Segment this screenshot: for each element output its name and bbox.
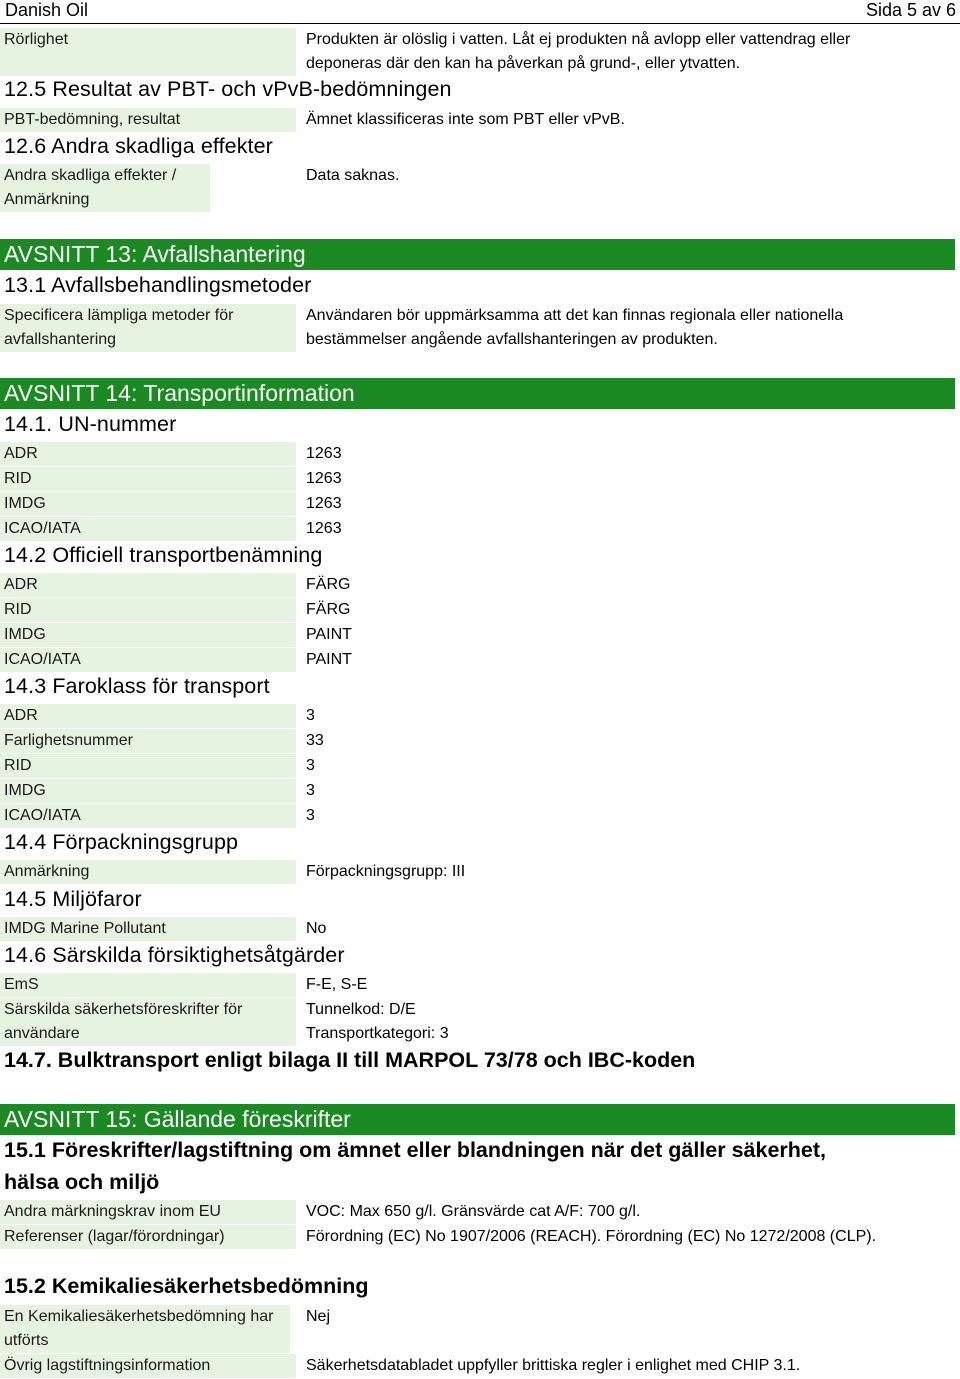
value: 1263	[306, 470, 342, 487]
value: 3	[306, 782, 315, 799]
heading-14-1: 14.1. UN-nummer	[4, 412, 177, 436]
page-header	[0, 0, 960, 24]
label: ADR	[0, 442, 296, 466]
label: ICAO/IATA	[0, 804, 296, 828]
label: RID	[0, 467, 296, 491]
heading-14-4: 14.4 Förpackningsgrupp	[4, 830, 239, 854]
value: FÄRG	[306, 576, 351, 593]
label: IMDG	[0, 623, 296, 647]
value: Förpackningsgrupp: III	[306, 863, 466, 880]
value: Förordning (EC) No 1907/2006 (REACH). Förordning (EC) No 1272/2008 (CLP).	[306, 1228, 877, 1245]
heading-12-6: 12.6 Andra skadliga effekter	[4, 134, 273, 158]
label: RID	[0, 598, 296, 622]
value: VOC: Max 650 g/l. Gränsvärde cat A/F: 700 g/l.	[306, 1203, 641, 1220]
label: Övrig lagstiftningsinformation	[0, 1354, 296, 1378]
product-name: Danish Oil	[5, 0, 89, 20]
value: Säkerhetsdatabladet uppfyller brittiska regler i enlighet med CHIP 3.1.	[306, 1357, 801, 1374]
heading-14-3: 14.3 Faroklass för transport	[4, 674, 270, 698]
label: ICAO/IATA	[0, 648, 296, 672]
label: IMDG	[0, 492, 296, 516]
heading-14-2: 14.2 Officiell transportbenämning	[4, 543, 323, 567]
label: Rörlighet	[0, 28, 296, 76]
label: ICAO/IATA	[0, 517, 296, 541]
value: F-E, S-E	[306, 976, 368, 993]
value: Användaren bör uppmärksamma att det kan finnas regionala eller nationella bestämmelser angående avfallshanteringen av produkten.	[306, 307, 844, 348]
heading-15-1: 15.1 Föreskrifter/lagstiftning om ämnet eller blandningen när det gäller säkerhet,	[4, 1138, 826, 1162]
label: Andra märkningskrav inom EU	[0, 1200, 296, 1224]
value-tunnel: Tunnelkod: D/E	[306, 1001, 416, 1018]
heading-13-1: 13.1 Avfallsbehandlingsmetoder	[4, 273, 312, 297]
label: Specificera lämpliga metoder för avfallshantering	[0, 304, 296, 352]
heading-12-5: 12.5 Resultat av PBT- och vPvB-bedömningen	[4, 77, 452, 101]
value-category: Transportkategori: 3	[306, 1025, 449, 1042]
label: En Kemikaliesäkerhetsbedömning har utförts	[0, 1305, 290, 1353]
section-13-bar: AVSNITT 13: Avfallshantering	[0, 239, 955, 270]
label: Farlighetsnummer	[0, 729, 296, 753]
heading-14-7: 14.7. Bulktransport enligt bilaga II till MARPOL 73/78 och IBC-koden	[4, 1048, 696, 1072]
label: RID	[0, 754, 296, 778]
label: IMDG Marine Pollutant	[0, 917, 296, 941]
label: Särskilda säkerhetsföreskrifter för användare	[0, 998, 296, 1046]
value: FÄRG	[306, 601, 351, 618]
value: Produkten är olöslig i vatten. Låt ej produkten nå avlopp eller vattendrag eller deponeras där den kan ha påverkan på grund-, eller ytvatten.	[306, 31, 851, 72]
value: PAINT	[306, 651, 352, 668]
section-14-bar: AVSNITT 14: Transportinformation	[0, 378, 955, 409]
label: Andra skadliga effekter / Anmärkning	[0, 164, 210, 212]
heading-15-1-cont: hälsa och miljö	[4, 1170, 160, 1194]
value: 3	[306, 807, 315, 824]
label: IMDG	[0, 779, 296, 803]
value: Ämnet klassificeras inte som PBT eller vPvB.	[306, 111, 625, 128]
section-15-bar: AVSNITT 15: Gällande föreskrifter	[0, 1104, 955, 1135]
value: 3	[306, 707, 315, 724]
value: 1263	[306, 495, 342, 512]
label: EmS	[0, 973, 296, 997]
value: 33	[306, 732, 324, 749]
value: No	[306, 920, 327, 937]
heading-14-5: 14.5 Miljöfaror	[4, 887, 142, 911]
page-number: Sida 5 av 6	[865, 0, 956, 20]
value: Nej	[306, 1308, 331, 1325]
label: ADR	[0, 573, 296, 597]
value: Data saknas.	[306, 167, 400, 184]
label: PBT-bedömning, resultat	[0, 108, 296, 132]
label: Referenser (lagar/förordningar)	[0, 1225, 296, 1249]
value: PAINT	[306, 626, 352, 643]
value: 1263	[306, 445, 342, 462]
heading-15-2: 15.2 Kemikaliesäkerhetsbedömning	[4, 1274, 369, 1298]
value: 3	[306, 757, 315, 774]
label: ADR	[0, 704, 296, 728]
heading-14-6: 14.6 Särskilda försiktighetsåtgärder	[4, 943, 345, 967]
value: 1263	[306, 520, 342, 537]
label: Anmärkning	[0, 860, 296, 884]
